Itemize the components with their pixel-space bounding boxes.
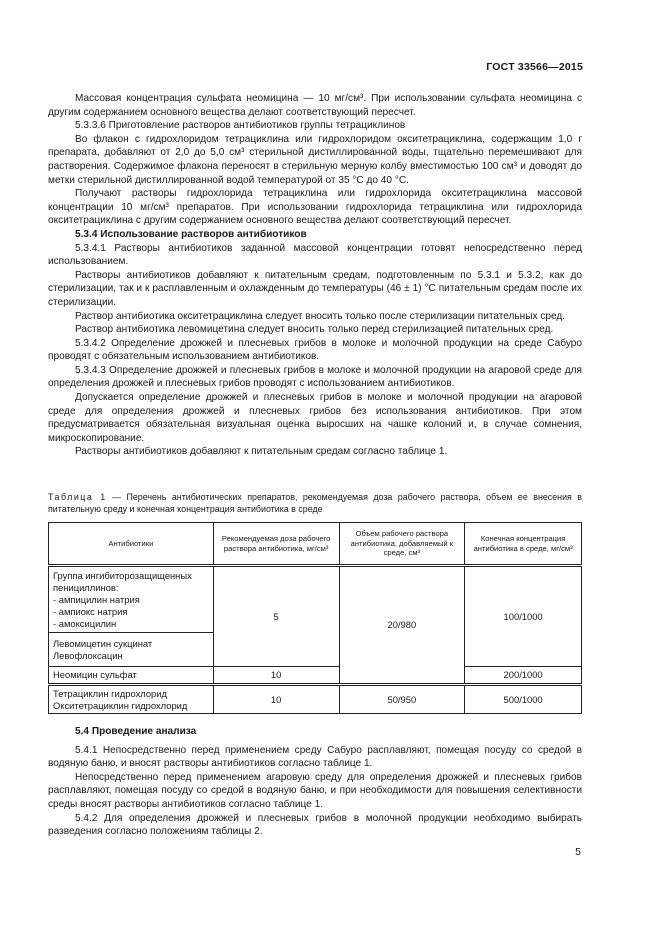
paragraph: 5.4.2 Для определения дрожжей и плесневых грибов в молочной продукции необходимо выбирать разведения согласно положениям таблицы 2.: [48, 812, 582, 838]
paragraph: 5.3.4.1 Растворы антибиотиков заданной массовой концентрации готовят непосредственно перед использованием.: [48, 242, 582, 268]
paragraph: Массовая концентрация сульфата неомицина — 10 мг/см³. При использовании сульфата неомицина с другим содержанием основного вещества делают соответствующий пересчет.: [48, 93, 582, 118]
cell-line: - ампиокс натрия: [53, 605, 128, 617]
cell-line: - амоксицилин: [53, 617, 117, 629]
table-caption-label: Таблица 1: [48, 492, 107, 502]
page-number: 5: [575, 846, 581, 858]
paragraph: Растворы антибиотиков добавляют к питательным средам, подготовленным по 5.3.1 и 5.3.2, как до стерилизации, так и к расплавленным и охлажденным до температуры (46 ± 1) °С питательным средам после их стерилизации.: [48, 269, 582, 308]
header-cell: Конечная концентрация антибиотика в среде, мг/см³: [465, 523, 582, 565]
subsection-title: 5.3.3.6 Приготовление растворов антибиотиков группы тетрациклинов: [75, 120, 406, 132]
section-heading: 5.4 Проведение анализа: [75, 726, 197, 737]
cell-line: Окситетрациклин гидрохлорид: [53, 699, 188, 711]
cell-line: Тетрациклин гидрохлорид: [53, 687, 167, 699]
table-caption-text: — Перечень антибиотических препаратов, рекомендуемая доза рабочего раствора, объем ее внесения в питательную среду и конечная концентрация антибиотика в среде: [48, 492, 582, 514]
volume-cell: 20/980: [339, 567, 465, 684]
cell-line: Левофлоксацин: [53, 649, 123, 661]
body-text: [48, 92, 582, 459]
final-concentration-cell: 100/1000: [465, 567, 582, 667]
paragraph: 5.3.4.3 Определение дрожжей и плесневых грибов в молоке и молочной продукции на агаровой среде для определения дрожжей и плесневых грибов проводят с использованием антибиотиков.: [48, 364, 582, 390]
final-concentration-cell: 200/1000: [465, 667, 582, 684]
paragraph: Раствор антибиотика окситетрациклина следует вносить только после стерилизации питательных сред.: [75, 310, 566, 322]
analysis-section: [48, 725, 582, 839]
paragraph: Непосредственно перед применением агаровую среду для определения дрожжей и плесневых грибов расплавляют, помещая посуду со средой в водяную баню, и при необходимости для повышения селективности среды вносят растворы антибиотиков согласно таблице 1.: [48, 771, 582, 810]
paragraph: Растворы антибиотиков добавляют к питательным средам согласно таблице 1.: [75, 446, 448, 458]
paragraph: 5.3.4.2 Определение дрожжей и плесневых грибов в молоке и молочной продукции на среде Сабуро проводят с обязательным использованием антибиотиков.: [48, 337, 582, 363]
dose-cell: 10: [213, 686, 339, 714]
dose-cell: 10: [213, 667, 339, 684]
table-header-row: [49, 523, 582, 565]
cell-line: Группа ингибиторозащищенных пенициллинов:: [53, 569, 192, 593]
paragraph: Во флакон с гидрохлоридом тетрациклина или гидрохлоридом окситетрациклина, содержащим 1,0 г препарата, добавляют от 2,0 до 5,0 см³ стерильной дистиллированной воды, тщательно перемешивают для растворения. Содержимое флакона переносят в стерильную мерную колбу вместимостью 100 см³ и доводят до метки стерильной дистиллированной водой температурой от 35 °С до 40 °С.: [48, 133, 582, 186]
antibiotics-table: [48, 522, 582, 714]
volume-cell: 50/950: [339, 686, 465, 714]
section-heading: 5.3.4 Использование растворов антибиотиков: [75, 228, 307, 240]
antibiotic-name-cell: Неомицин сульфат: [49, 667, 214, 684]
paragraph: 5.4.1 Непосредственно перед применением среду Сабуро расплавляют, помещая посуду со средой в водяную баню, и вносят растворы антибиотиков согласно таблице 1.: [48, 744, 582, 770]
antibiotic-name-cell: [49, 567, 214, 633]
final-concentration-cell: 500/1000: [465, 686, 582, 714]
paragraph: Допускается определение дрожжей и плесневых грибов в молоке и молочной продукции на агаровой среде для определения дрожжей и плесневых грибов без использования антибиотиков. При этом предусматривается обязательная визуальная оценка выросших на чашке колоний и, в случае сомнения, микроскопирование.: [48, 392, 582, 444]
document-header: ГОСТ 33566—2015: [486, 61, 583, 73]
header-cell: Объем рабочего раствора антибиотика, добавляемый к среде, см³: [339, 523, 465, 565]
paragraph: Раствор антибиотика левомицетина следует вносить только перед стерилизацией питательных сред.: [75, 324, 554, 336]
table-row: [49, 667, 582, 684]
table-row: [49, 567, 582, 633]
header-cell: Антибиотики: [49, 523, 214, 565]
table-row: [49, 686, 582, 714]
table-caption: [48, 491, 582, 515]
cell-line: - ампицилин натрия: [53, 593, 140, 605]
antibiotic-name-cell: [49, 686, 214, 714]
header-cell: Рекомендуемая доза рабочего раствора антибиотика, мг/см³: [213, 523, 339, 565]
antibiotic-name-cell: [49, 633, 214, 667]
cell-line: Левомицетин сукцинат: [53, 637, 153, 649]
paragraph: Получают растворы гидрохлорида тетрациклина или гидрохлорида окситетрациклина массовой концентрации 10 мг/см³ препаратов. При использовании гидрохлорида тетрациклина или гидрохлорида окситетрациклина с другим содержанием основного вещества делают соответствующий пересчет.: [48, 188, 582, 227]
dose-cell: 5: [213, 567, 339, 667]
